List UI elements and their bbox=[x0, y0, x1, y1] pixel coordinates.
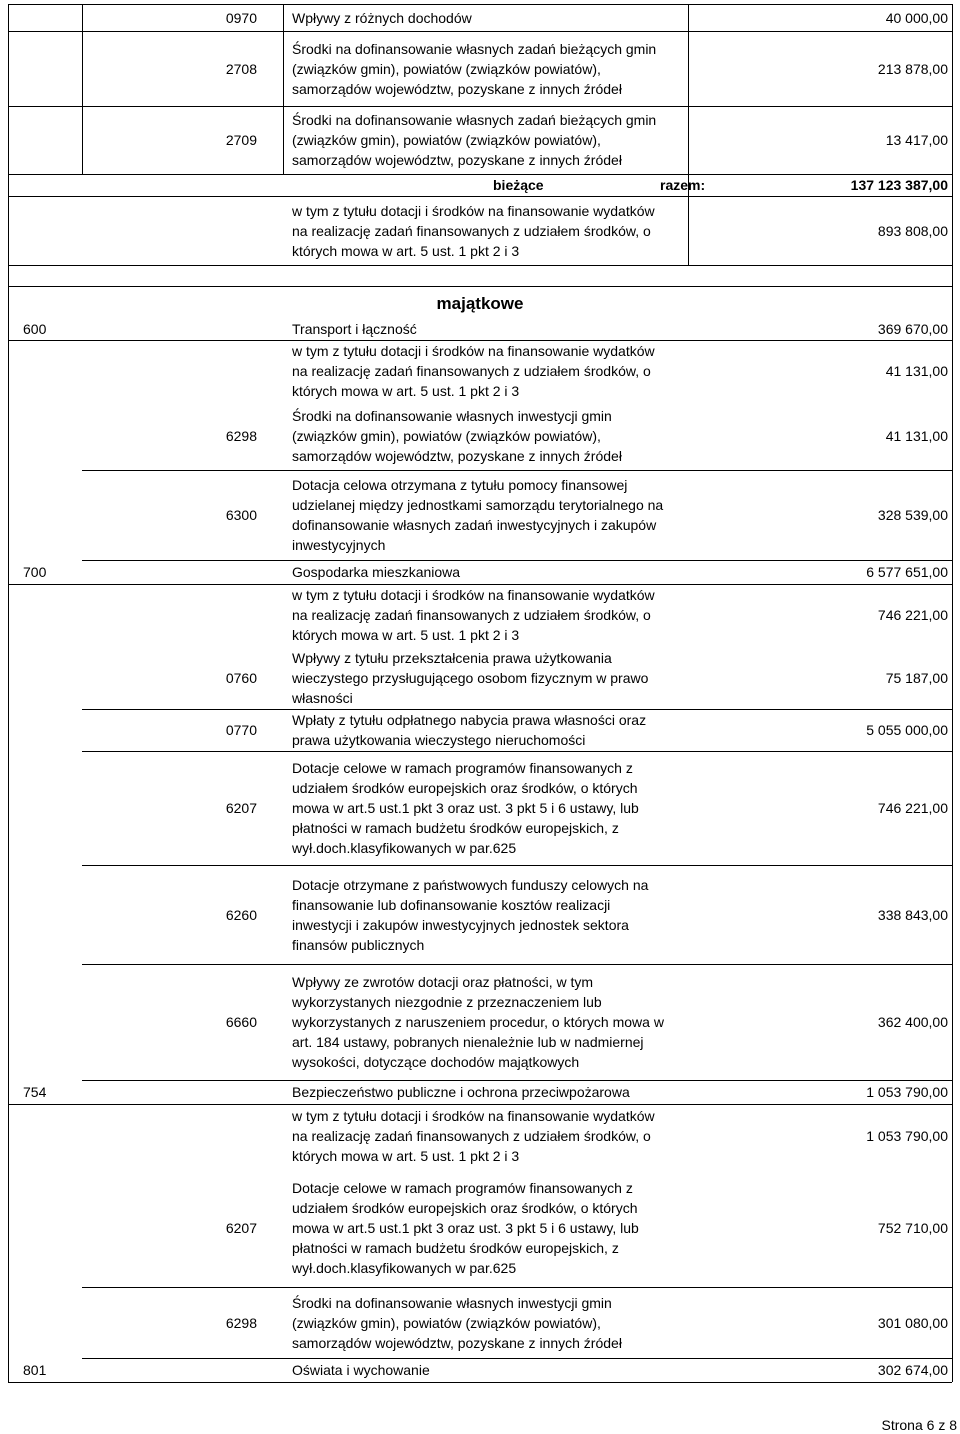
description-line: inwestycyjnych bbox=[292, 537, 386, 553]
description-line: Środki na dofinansowanie własnych inwestycji gmin bbox=[292, 1294, 612, 1311]
code-cell: 6300 bbox=[225, 507, 257, 523]
row-divider bbox=[82, 964, 952, 965]
page-number: Strona 6 z 8 bbox=[881, 1417, 957, 1433]
amount-cell: 1 053 790,00 bbox=[866, 1084, 948, 1100]
amount-cell: 752 710,00 bbox=[877, 1219, 948, 1236]
amount-cell: 1 053 790,00 bbox=[866, 1128, 948, 1144]
amount-cell: 302 674,00 bbox=[877, 1362, 948, 1378]
code-cell: 6298 bbox=[225, 428, 257, 444]
table-left-border bbox=[8, 4, 9, 265]
code-cell: 754 bbox=[23, 1084, 47, 1100]
code-cell: 0760 bbox=[225, 669, 257, 686]
amount-cell: 13 417,00 bbox=[885, 132, 948, 148]
total-label: bieżące bbox=[493, 177, 544, 193]
description-line: samorządów województw, pozyskane z innych źródeł bbox=[292, 80, 622, 97]
description-line: udziałem środków europejskich oraz środków, o których bbox=[292, 780, 638, 796]
description-line: na realizację zadań finansowanych z udziałem środków, o bbox=[292, 607, 651, 623]
budget-revenue-table bbox=[8, 4, 952, 1382]
table-top-border bbox=[8, 4, 952, 5]
row-divider bbox=[8, 106, 952, 107]
description-line: wył.doch.klasyfikowanych w par.625 bbox=[292, 840, 517, 856]
description-line: (związków gmin), powiatów (związków powiatów), bbox=[292, 428, 601, 444]
row-divider bbox=[82, 1287, 952, 1288]
amount-cell: 40 000,00 bbox=[885, 9, 948, 26]
description-line: Wpływy z tytułu przekształcenia prawa użytkowania bbox=[292, 649, 612, 666]
row-divider bbox=[82, 470, 952, 471]
row-divider bbox=[8, 1104, 952, 1105]
description-line: Środki na dofinansowanie własnych inwestycji gmin bbox=[292, 408, 612, 424]
code-cell: 600 bbox=[23, 320, 47, 337]
row-divider bbox=[82, 751, 952, 752]
description-line: Transport i łączność bbox=[292, 320, 417, 337]
description-line: na realizację zadań finansowanych z udziałem środków, o bbox=[292, 1128, 651, 1144]
description-line: Dotacje celowe w ramach programów finansowanych z bbox=[292, 760, 633, 776]
amount-cell: 369 670,00 bbox=[877, 320, 948, 337]
code-cell: 6207 bbox=[225, 800, 257, 816]
description-line: (związków gmin), powiatów (związków powiatów), bbox=[292, 1314, 601, 1331]
description-line: wył.doch.klasyfikowanych w par.625 bbox=[292, 1259, 517, 1276]
description-line: których mowa w art. 5 ust. 1 pkt 2 i 3 bbox=[292, 627, 520, 643]
description-line: na realizację zadań finansowanych z udziałem środków, o bbox=[292, 363, 651, 379]
description-line: Dotacje otrzymane z państwowych funduszy celowych na bbox=[292, 876, 649, 893]
description-line: (związków gmin), powiatów (związków powiatów), bbox=[292, 132, 601, 148]
description-line: Środki na dofinansowanie własnych zadań bieżących gmin bbox=[292, 112, 657, 128]
table-right-border bbox=[952, 286, 953, 1382]
table-left-border bbox=[8, 286, 9, 1382]
amount-cell: 362 400,00 bbox=[877, 1014, 948, 1030]
code-cell: 0770 bbox=[225, 722, 257, 738]
amount-cell: 5 055 000,00 bbox=[866, 722, 948, 738]
description-line: mowa w art.5 ust.1 pkt 3 oraz ust. 3 pkt 5 i 6 ustawy, lub bbox=[292, 1219, 639, 1236]
column-divider bbox=[283, 4, 284, 174]
table-gap-bottom-border bbox=[8, 286, 952, 287]
description-line: Gospodarka mieszkaniowa bbox=[292, 564, 461, 580]
row-divider bbox=[8, 1382, 952, 1383]
amount-cell: 75 187,00 bbox=[885, 669, 948, 686]
code-cell: 0970 bbox=[225, 9, 257, 26]
table-right-border bbox=[952, 4, 953, 265]
description-line: art. 184 ustawy, pobranych nienależnie lub w nadmiernej bbox=[292, 1034, 644, 1050]
description-line: Wpływy ze zwrotów dotacji oraz płatności, w tym bbox=[292, 974, 594, 990]
description-line: w tym z tytułu dotacji i środków na finansowanie wydatków bbox=[292, 587, 655, 603]
description-line: Bezpieczeństwo publiczne i ochrona przeciwpożarowa bbox=[292, 1084, 630, 1100]
code-cell: 6660 bbox=[225, 1014, 257, 1030]
description-line: płatności w ramach budżetu środków europejskich, z bbox=[292, 1239, 619, 1256]
description-line: wykorzystanych niezgodnie z przeznaczeniem lub bbox=[292, 994, 602, 1010]
description-line: mowa w art.5 ust.1 pkt 3 oraz ust. 3 pkt 5 i 6 ustawy, lub bbox=[292, 800, 639, 816]
row-divider bbox=[82, 1358, 952, 1359]
description-line: samorządów województw, pozyskane z innych źródeł bbox=[292, 448, 622, 464]
description-line: finansów publicznych bbox=[292, 936, 425, 953]
code-cell: 6207 bbox=[225, 1219, 257, 1236]
description-line: udziałem środków europejskich oraz środków, o których bbox=[292, 1199, 638, 1216]
description-line: płatności w ramach budżetu środków europejskich, z bbox=[292, 820, 619, 836]
description-line: Oświata i wychowanie bbox=[292, 1362, 430, 1378]
amount-cell: 893 808,00 bbox=[877, 222, 948, 239]
description-line: prawa użytkowania wieczystego nieruchomości bbox=[292, 732, 586, 748]
description-line: (związków gmin), powiatów (związków powiatów), bbox=[292, 60, 601, 77]
description-line: których mowa w art. 5 ust. 1 pkt 2 i 3 bbox=[292, 1148, 520, 1164]
description-line: w tym z tytułu dotacji i środków na finansowanie wydatków bbox=[292, 202, 655, 219]
table-gap-right-border bbox=[952, 265, 953, 286]
code-cell: 2708 bbox=[225, 60, 257, 77]
amount-cell: 41 131,00 bbox=[885, 428, 948, 444]
description-line: Dotacja celowa otrzymana z tytułu pomocy finansowej bbox=[292, 477, 628, 493]
description-line: dofinansowanie własnych zadań inwestycyjnych i zakupów bbox=[292, 517, 657, 533]
description-line: wieczystego przysługującego osobom fizycznym w prawo bbox=[292, 669, 649, 686]
row-divider bbox=[82, 865, 952, 866]
amount-cell: 746 221,00 bbox=[877, 800, 948, 816]
description-line: Środki na dofinansowanie własnych zadań bieżących gmin bbox=[292, 40, 657, 57]
description-line: finansowanie lub dofinansowanie kosztów realizacji bbox=[292, 896, 611, 913]
code-cell: 2709 bbox=[225, 132, 257, 148]
description-line: wysokości, dotyczące dochodów majątkowych bbox=[292, 1054, 580, 1070]
code-cell: 801 bbox=[23, 1362, 47, 1378]
description-line: wykorzystanych z naruszeniem procedur, o których mowa w bbox=[292, 1014, 664, 1030]
section-heading: majątkowe bbox=[436, 293, 524, 313]
code-cell: 700 bbox=[23, 564, 47, 580]
amount-cell: 338 843,00 bbox=[877, 906, 948, 923]
description-line: których mowa w art. 5 ust. 1 pkt 2 i 3 bbox=[292, 383, 520, 399]
description-line: samorządów województw, pozyskane z innych źródeł bbox=[292, 152, 622, 168]
amount-cell: 213 878,00 bbox=[877, 60, 948, 77]
description-line: w tym z tytułu dotacji i środków na finansowanie wydatków bbox=[292, 343, 655, 359]
description-line: na realizację zadań finansowanych z udziałem środków, o bbox=[292, 222, 651, 239]
total-label: razem: bbox=[660, 177, 706, 193]
description-line: Wpłaty z tytułu odpłatnego nabycia prawa własności oraz bbox=[292, 712, 647, 728]
description-line: w tym z tytułu dotacji i środków na finansowanie wydatków bbox=[292, 1108, 655, 1124]
row-divider bbox=[82, 560, 952, 561]
row-divider bbox=[8, 196, 952, 197]
amount-cell: 301 080,00 bbox=[877, 1314, 948, 1331]
amount-cell: 137 123 387,00 bbox=[850, 177, 948, 193]
description-line: udzielanej między jednostkami samorządu terytorialnego na bbox=[292, 497, 664, 513]
description-line: których mowa w art. 5 ust. 1 pkt 2 i 3 bbox=[292, 242, 520, 259]
table-gap-top-border bbox=[8, 265, 952, 266]
amount-cell: 6 577 651,00 bbox=[866, 564, 948, 580]
description-line: samorządów województw, pozyskane z innych źródeł bbox=[292, 1334, 622, 1351]
description-line: Wpływy z różnych dochodów bbox=[292, 9, 472, 26]
code-cell: 6298 bbox=[225, 1314, 257, 1331]
description-line: własności bbox=[292, 689, 353, 706]
amount-cell: 41 131,00 bbox=[885, 363, 948, 379]
table-gap-left-border bbox=[8, 265, 9, 286]
amount-cell: 328 539,00 bbox=[877, 507, 948, 523]
row-divider bbox=[82, 1080, 952, 1081]
amount-cell: 746 221,00 bbox=[877, 607, 948, 623]
description-line: Dotacje celowe w ramach programów finansowanych z bbox=[292, 1179, 633, 1196]
description-line: inwestycji i zakupów inwestycyjnych jednostek sektora bbox=[292, 916, 629, 933]
code-cell: 6260 bbox=[225, 906, 257, 923]
row-divider bbox=[8, 31, 952, 32]
